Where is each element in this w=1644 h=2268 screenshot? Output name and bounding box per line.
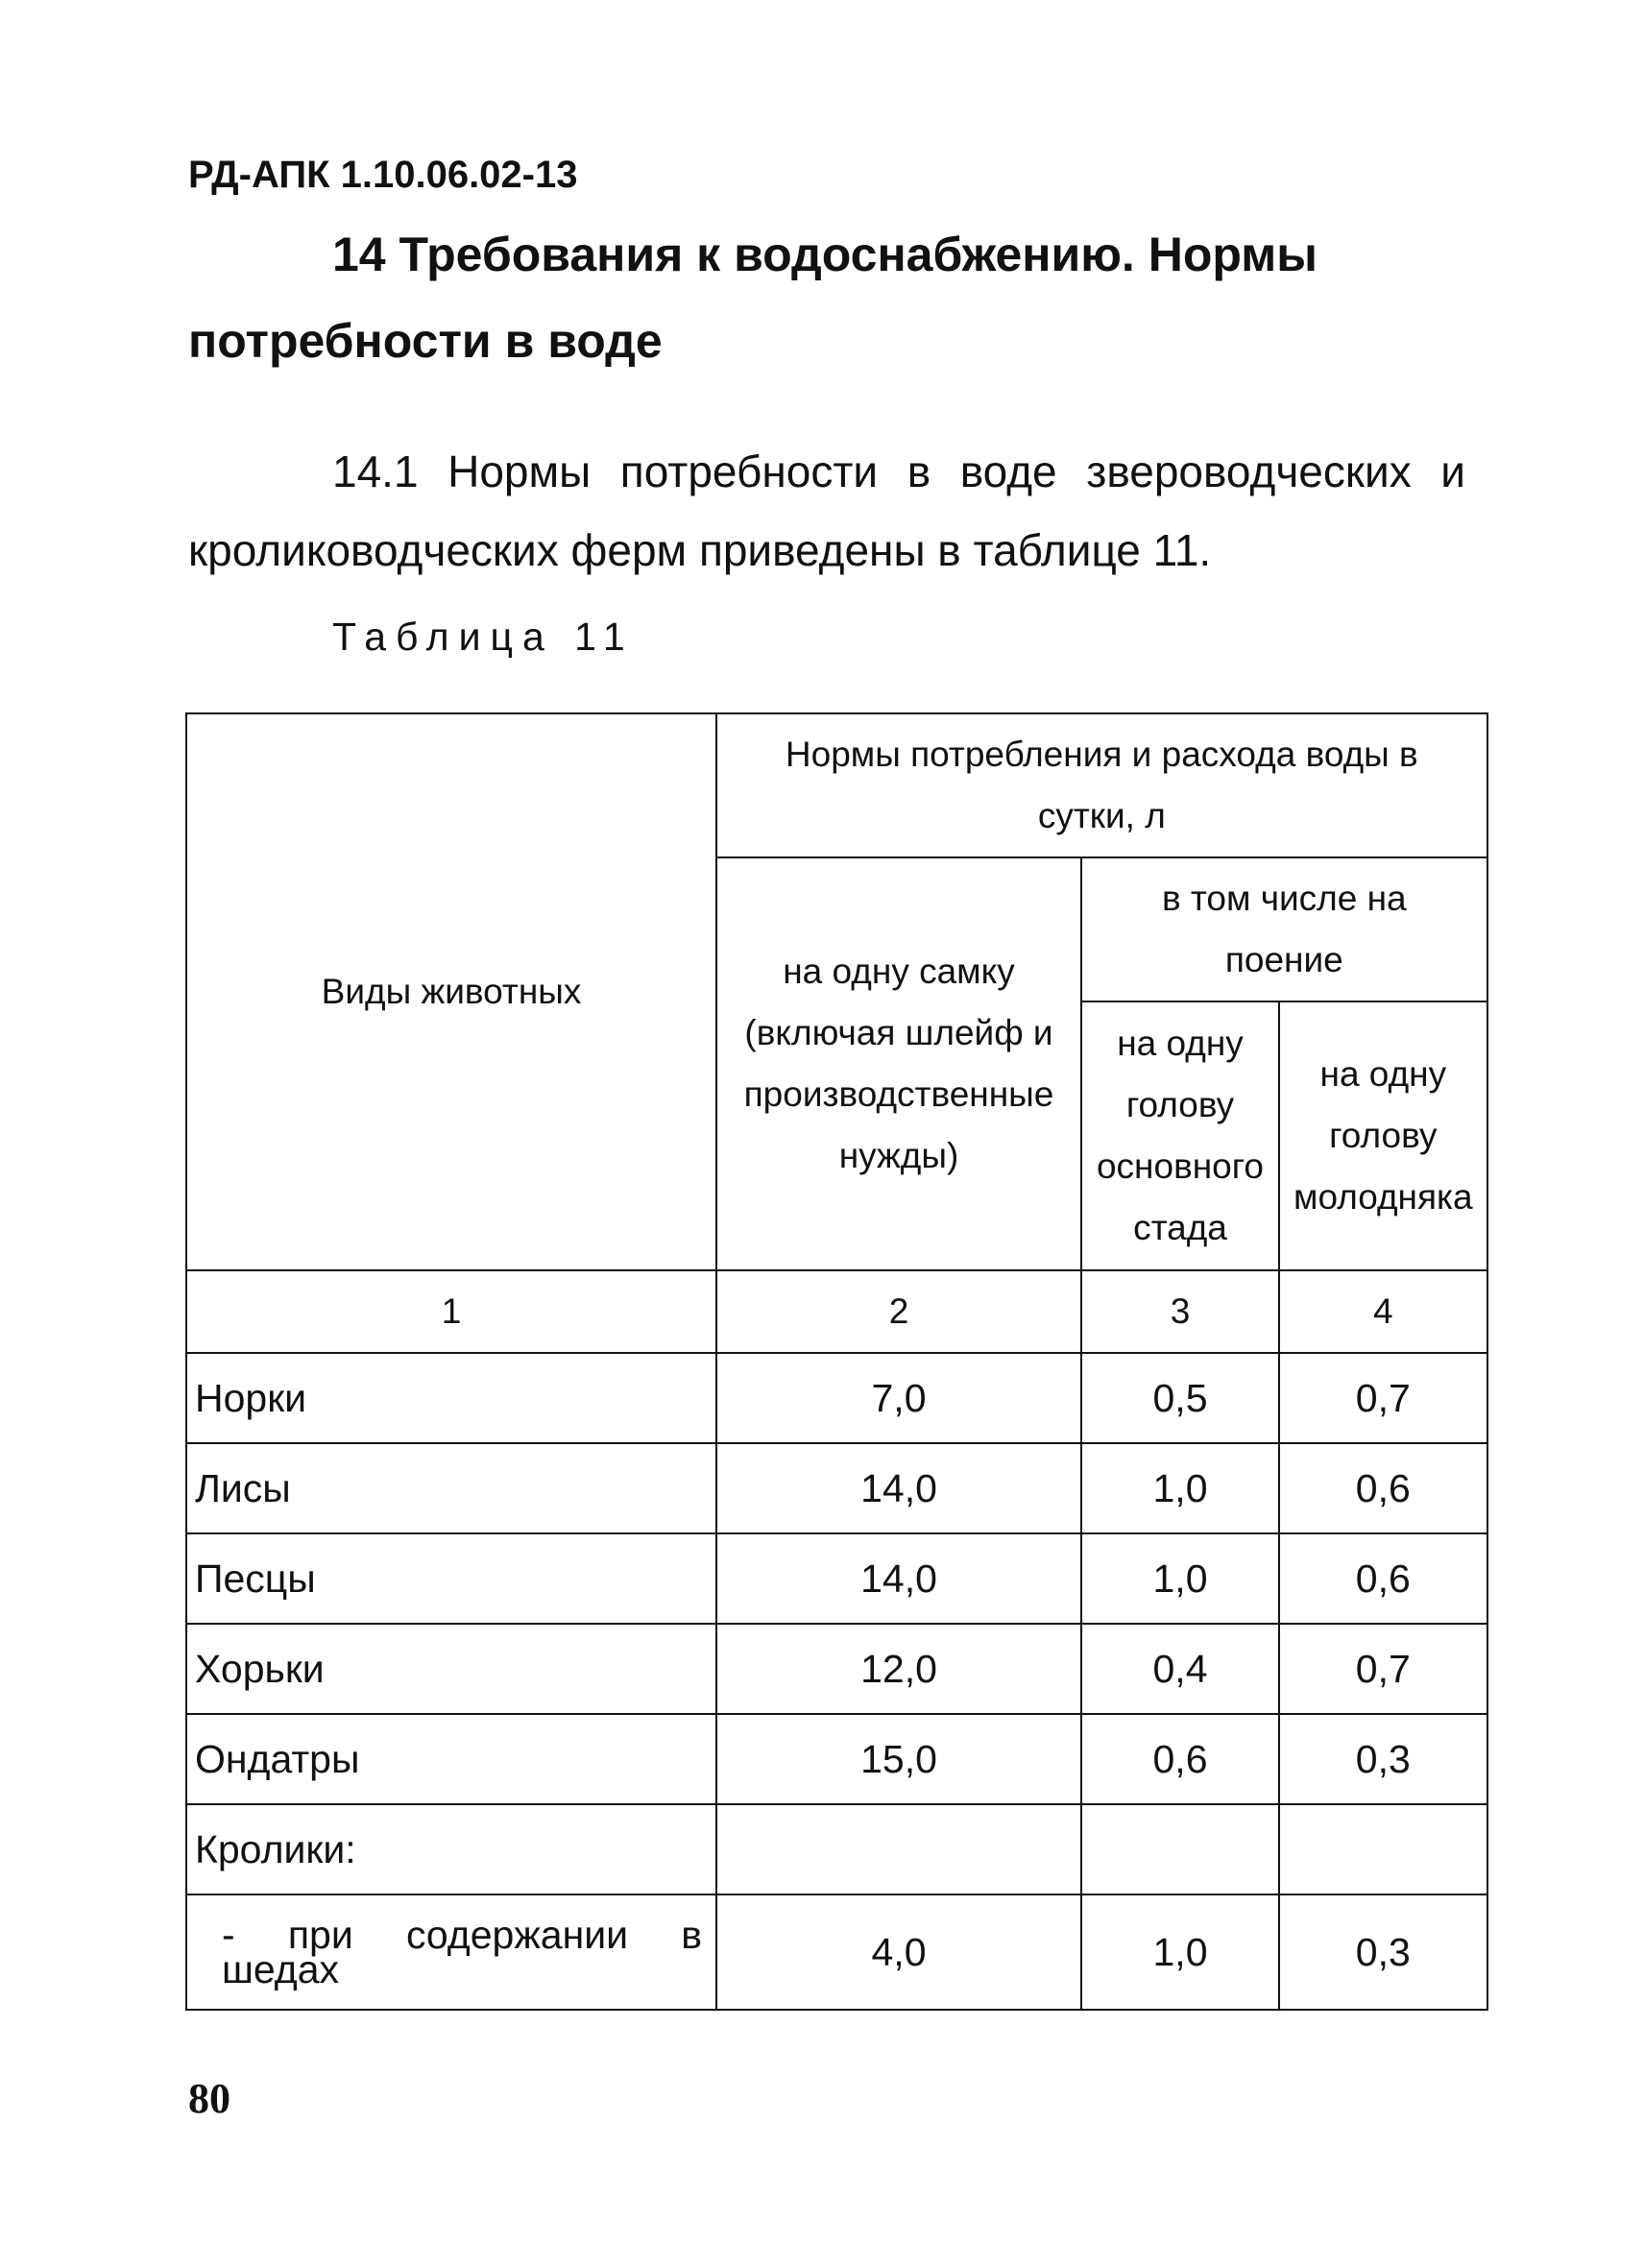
header-species: Виды животных — [186, 713, 716, 1270]
header-norms: Нормы потребления и расхода воды в сутки, л — [716, 713, 1487, 857]
value-young: 0,3 — [1279, 1894, 1487, 2010]
value-main-herd: 1,0 — [1081, 1894, 1279, 2010]
column-number: 1 — [186, 1270, 716, 1353]
value-young: 0,3 — [1279, 1714, 1487, 1804]
species-name: Кролики: — [186, 1804, 716, 1894]
table-row — [186, 1353, 1487, 1443]
species-name: Ондатры — [186, 1714, 716, 1804]
table-row — [186, 1533, 1487, 1624]
species-name: Песцы — [186, 1533, 716, 1624]
table-row — [186, 1443, 1487, 1533]
header-per-female: на одну самку (включая шлейф и производственные нужды) — [716, 857, 1081, 1270]
table-caption: Таблица 11 — [332, 615, 635, 659]
document-code: РД-АПК 1.10.06.02-13 — [188, 154, 578, 196]
species-name: Норки — [186, 1353, 716, 1443]
table-row — [186, 1894, 1487, 2010]
value-per-female — [716, 1804, 1081, 1894]
body-paragraph: 14.1 Нормы потребности в воде звероводческих и кролиководческих ферм приведены в таблице 11. — [188, 446, 1465, 575]
value-main-herd: 0,6 — [1081, 1714, 1279, 1804]
species-name: - при содержании в шедах — [186, 1894, 716, 2010]
section-title: 14 Требования к водоснабжению. Нормы потребности в воде — [188, 228, 1318, 368]
value-per-female: 14,0 — [716, 1533, 1081, 1624]
column-number: 4 — [1279, 1270, 1487, 1353]
value-young: 0,7 — [1279, 1624, 1487, 1714]
value-main-herd: 0,5 — [1081, 1353, 1279, 1443]
value-main-herd: 1,0 — [1081, 1443, 1279, 1533]
value-per-female: 4,0 — [716, 1894, 1081, 2010]
value-per-female: 14,0 — [716, 1443, 1081, 1533]
table-row — [186, 1714, 1487, 1804]
page-number: 80 — [188, 2075, 230, 2122]
value-young: 0,6 — [1279, 1533, 1487, 1624]
header-per-head-main: на одну голову основного стада — [1081, 1001, 1279, 1270]
species-name: Лисы — [186, 1443, 716, 1533]
header-incl-drinking: в том числе на поение — [1081, 857, 1487, 1001]
value-per-female: 12,0 — [716, 1624, 1081, 1714]
species-name: Хорьки — [186, 1624, 716, 1714]
table-row — [186, 1804, 1487, 1894]
value-per-female: 15,0 — [716, 1714, 1081, 1804]
value-young: 0,6 — [1279, 1443, 1487, 1533]
value-young — [1279, 1804, 1487, 1894]
value-main-herd — [1081, 1804, 1279, 1894]
column-number: 3 — [1081, 1270, 1279, 1353]
header-per-head-young: на одну голову молодняка — [1279, 1001, 1487, 1270]
value-main-herd: 0,4 — [1081, 1624, 1279, 1714]
value-main-herd: 1,0 — [1081, 1533, 1279, 1624]
value-per-female: 7,0 — [716, 1353, 1081, 1443]
table-row — [186, 1624, 1487, 1714]
water-norms-table — [185, 712, 1488, 2011]
value-young: 0,7 — [1279, 1353, 1487, 1443]
column-number: 2 — [716, 1270, 1081, 1353]
